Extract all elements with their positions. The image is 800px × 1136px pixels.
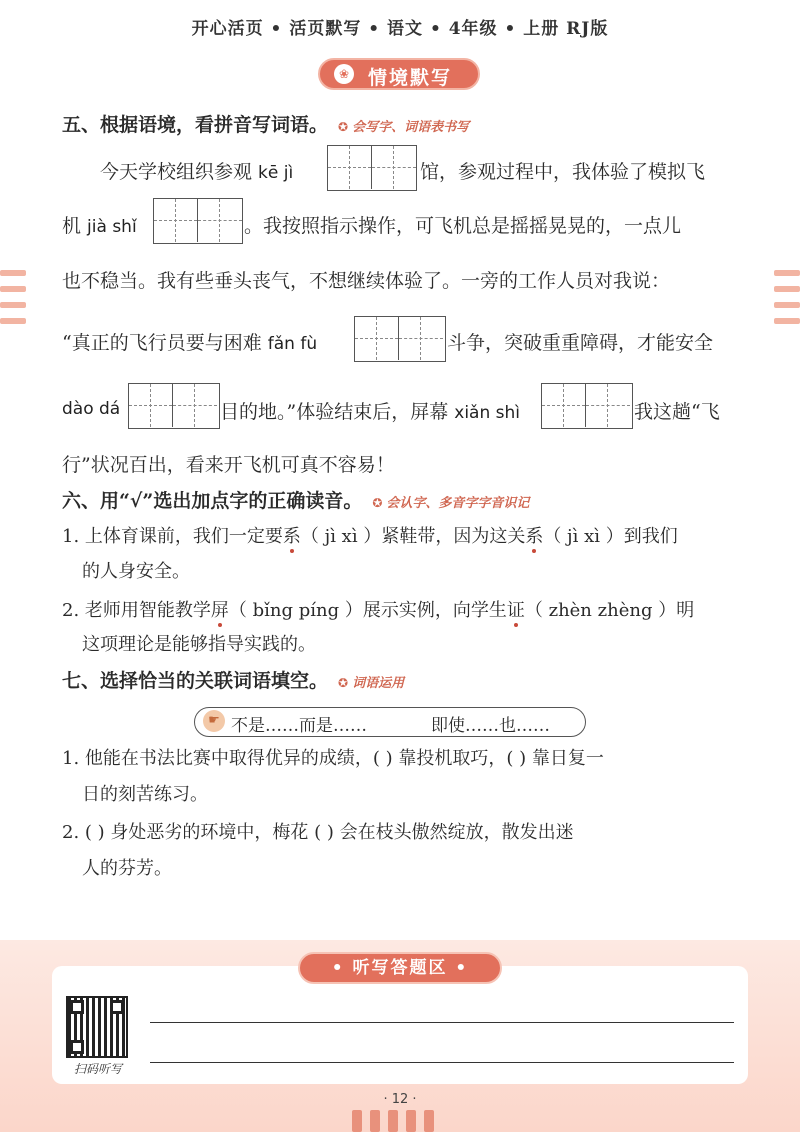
banner-label: 情境默写 (368, 67, 453, 89)
q6-item-2: 2. 老师用智能教学屏（ bǐng píng ）展示实例，向学生证（ zhèn zhèng ）明 (62, 600, 695, 621)
hand-pointer-icon: ☛ (203, 710, 225, 732)
answer-line-1[interactable] (150, 1022, 734, 1023)
dotted-char: 系 (282, 526, 301, 547)
q7-title: 七、选择恰当的关联词语填空。 ✪ 词语运用 (62, 670, 405, 692)
skill-star-icon: ✪ (338, 120, 349, 134)
section-banner (318, 58, 480, 90)
q6-skill-tag: ✪ 会认字、多音字字音识记 (372, 496, 530, 511)
left-stripes (0, 270, 26, 334)
dotted-char: 证 (506, 600, 525, 621)
answer-line-2[interactable] (150, 1062, 734, 1063)
skill-star-icon: ✪ (372, 496, 383, 510)
write-grid-1[interactable] (327, 145, 417, 191)
q5-title: 五、根据语境，看拼音写词语。 ✪ 会写字、词语表书写 (62, 114, 470, 136)
pinyin-xianshi: xiǎn shì (454, 403, 520, 423)
write-grid-3[interactable] (354, 316, 446, 362)
heart-flower-icon: ❀ (334, 64, 354, 84)
write-grid-5[interactable] (541, 383, 633, 429)
q5-line-4b: 斗争，突破重重障碍，才能安全 (447, 332, 714, 354)
pinyin-fanfu: fǎn fù (267, 334, 318, 354)
q7-skill-tag: ✪ 词语运用 (338, 676, 405, 691)
qr-code-icon[interactable] (66, 996, 128, 1058)
word-bank (194, 707, 586, 737)
q5-line-2b: 。我按照指示操作，可飞机总是摇摇晃晃的，一点儿 (244, 215, 682, 237)
dictation-tab: • 听写答题区 • (298, 952, 502, 984)
q7-item-1-cont: 日的刻苦练习。 (82, 784, 208, 805)
right-stripes (774, 270, 800, 334)
q6-item-1-cont: 的人身安全。 (82, 561, 190, 582)
q5-line-5b: 我这趟“飞 (634, 401, 720, 423)
q5-line-3: 也不稳当。我有些垂头丧气，不想继续体验了。一旁的工作人员对我说： (62, 270, 671, 292)
dotted-char: 屏 (210, 600, 229, 621)
page-number: · 12 · (383, 1092, 417, 1107)
q6-item-2-cont: 这项理论是能够指导实践的。 (82, 634, 316, 655)
word-option-1: 不是……而是…… (231, 716, 367, 736)
qr-label: 扫码听写 (73, 1062, 122, 1076)
dotted-char: 系 (525, 526, 544, 547)
pinyin-keji: kē jì (258, 163, 294, 183)
bottom-stripes (352, 1110, 442, 1136)
page-header: 开心活页 • 活页默写 • 语文 • 4年级 • 上册 RJ版 (191, 19, 609, 39)
pinyin-daoda: dào dá (62, 399, 121, 419)
q7-item-1: 1. 他能在书法比赛中取得优异的成绩，( ) 靠投机取巧，( ) 靠日复一 (62, 748, 604, 769)
q5-line-4a: “真正的飞行员要与困难 fǎn fù (62, 332, 318, 354)
q5-line-1a: 今天学校组织参观 kē jì (100, 161, 294, 183)
q6-title: 六、用“√”选出加点字的正确读音。 ✪ 会认字、多音字字音识记 (62, 490, 530, 512)
q7-item-2-cont: 人的芬芳。 (82, 858, 172, 879)
q5-line-1b: 馆，参观过程中，我体验了模拟飞 (420, 161, 706, 183)
q5-line-5a: 目的地。”体验结束后，屏幕 xiǎn shì (220, 401, 520, 423)
pinyin-jiashi: jià shǐ (87, 217, 137, 237)
q5-line-5-pinyin (62, 397, 120, 419)
q5-line-6: 行”状况百出，看来开飞机可真不容易！ (62, 454, 395, 476)
q5-line-2a: 机 jià shǐ (62, 215, 137, 237)
skill-star-icon: ✪ (338, 676, 349, 690)
q5-skill-tag: ✪ 会写字、词语表书写 (338, 120, 470, 135)
write-grid-4[interactable] (128, 383, 220, 429)
write-grid-2[interactable] (153, 198, 243, 244)
word-option-2: 即使……也…… (431, 716, 550, 736)
q6-item-1: 1. 上体育课前，我们一定要系（ jì xì ）紧鞋带，因为这关系（ jì xì ）到我们 (62, 526, 678, 547)
q7-item-2: 2. ( ) 身处恶劣的环境中，梅花 ( ) 会在枝头傲然绽放，散发出迷 (62, 822, 574, 843)
